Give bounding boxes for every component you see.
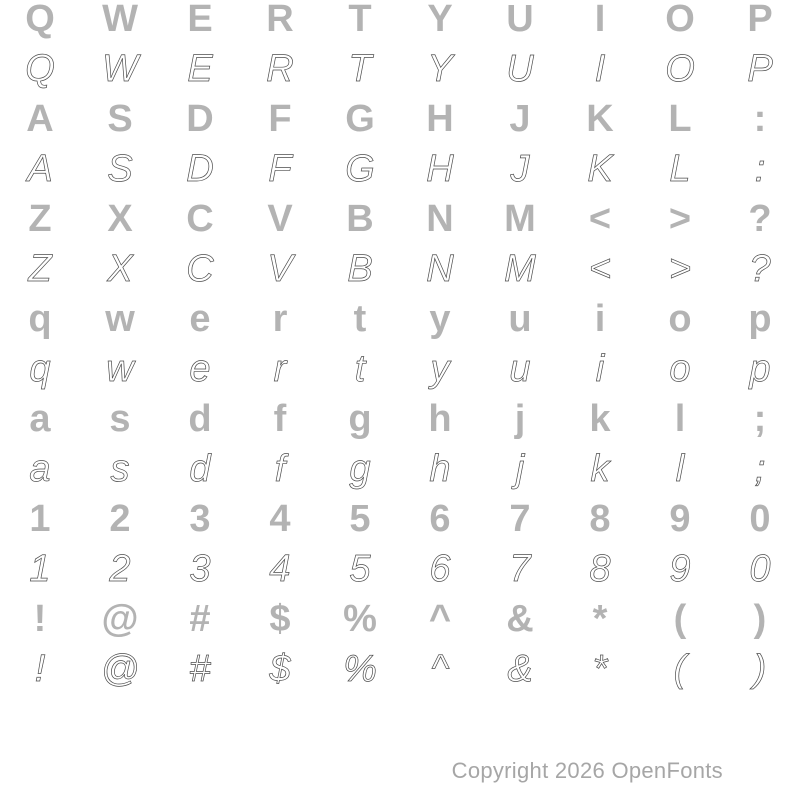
glyph-cell: y — [430, 348, 450, 390]
glyph-cell: 6 — [429, 498, 451, 540]
glyph-cell: # — [189, 598, 211, 640]
glyph-cell: Z — [28, 248, 52, 290]
specimen-row-8-thin-italic — [0, 344, 800, 394]
glyph-cell: 0 — [749, 548, 771, 590]
glyph-cell: & — [506, 598, 534, 640]
glyph-cell: i — [594, 298, 606, 340]
glyph-cell: g — [348, 398, 372, 440]
glyph-cell: u — [508, 298, 532, 340]
glyph-cell: < — [588, 198, 612, 240]
specimen-row-11-regular — [0, 494, 800, 544]
glyph-cell: R — [266, 48, 294, 90]
glyph-cell: 4 — [269, 498, 291, 540]
glyph-cell: L — [668, 98, 692, 140]
glyph-cell: ( — [673, 598, 687, 640]
specimen-row-5-regular — [0, 194, 800, 244]
glyph-cell: ! — [34, 648, 46, 690]
glyph-cell: w — [105, 298, 135, 340]
glyph-cell: H — [426, 98, 454, 140]
glyph-cell: < — [588, 248, 612, 290]
glyph-cell: R — [266, 0, 294, 40]
glyph-cell: t — [353, 298, 367, 340]
glyph-cell: V — [267, 248, 293, 290]
glyph-cell: 3 — [189, 548, 211, 590]
glyph-cell: a — [29, 398, 51, 440]
glyph-cell: @ — [100, 648, 140, 690]
glyph-cell: j — [515, 448, 525, 490]
glyph-cell: J — [509, 98, 531, 140]
glyph-cell: * — [592, 598, 608, 640]
glyph-cell: f — [274, 448, 286, 490]
glyph-cell: 2 — [109, 498, 131, 540]
glyph-cell: > — [668, 198, 692, 240]
glyph-cell: & — [507, 648, 533, 690]
glyph-cell: 8 — [589, 548, 611, 590]
glyph-cell: @ — [101, 598, 139, 640]
glyph-cell: D — [186, 98, 214, 140]
glyph-cell: 2 — [109, 548, 131, 590]
specimen-row-12-thin-italic — [0, 544, 800, 594]
glyph-cell: E — [187, 48, 213, 90]
glyph-cell: 1 — [29, 548, 51, 590]
glyph-cell: G — [345, 98, 375, 140]
glyph-cell: e — [189, 298, 211, 340]
glyph-cell: ? — [749, 248, 771, 290]
specimen-row-7-regular — [0, 294, 800, 344]
glyph-cell: I — [594, 48, 606, 90]
glyph-cell: * — [592, 648, 608, 690]
glyph-cell: 8 — [589, 498, 611, 540]
glyph-cell: ) — [753, 598, 767, 640]
glyph-cell: T — [348, 48, 372, 90]
glyph-cell: 7 — [509, 498, 531, 540]
glyph-cell: > — [668, 248, 692, 290]
glyph-cell: Y — [427, 48, 453, 90]
glyph-cell: M — [504, 198, 536, 240]
glyph-cell: u — [509, 348, 531, 390]
glyph-cell: h — [429, 448, 451, 490]
glyph-cell: O — [665, 48, 695, 90]
glyph-cell: l — [675, 448, 685, 490]
glyph-cell: 9 — [669, 548, 691, 590]
glyph-cell: P — [747, 0, 773, 40]
glyph-cell: o — [669, 348, 691, 390]
glyph-cell: K — [587, 148, 613, 190]
glyph-cell: X — [107, 248, 133, 290]
glyph-cell: $ — [269, 598, 291, 640]
glyph-cell: : — [753, 98, 767, 140]
glyph-cell: V — [267, 198, 293, 240]
glyph-cell: H — [426, 148, 454, 190]
glyph-cell: w — [106, 348, 134, 390]
glyph-cell: T — [348, 0, 372, 40]
glyph-cell: S — [107, 148, 133, 190]
glyph-cell: J — [510, 148, 530, 190]
glyph-cell: s — [109, 398, 131, 440]
glyph-cell: ? — [748, 198, 772, 240]
glyph-cell: e — [189, 348, 211, 390]
glyph-cell: N — [426, 198, 454, 240]
glyph-cell: ( — [673, 648, 687, 690]
glyph-cell: p — [749, 348, 771, 390]
glyph-cell: p — [748, 298, 772, 340]
glyph-cell: % — [343, 598, 377, 640]
glyph-cell: A — [27, 148, 53, 190]
glyph-cell: U — [506, 0, 534, 40]
glyph-cell: S — [107, 98, 133, 140]
glyph-cell: $ — [269, 648, 291, 690]
glyph-cell: d — [189, 448, 211, 490]
glyph-cell: : — [754, 148, 766, 190]
glyph-cell: ^ — [431, 648, 449, 690]
glyph-cell: i — [595, 348, 605, 390]
glyph-cell: F — [268, 98, 292, 140]
glyph-cell: W — [102, 0, 138, 40]
glyph-cell: A — [26, 98, 54, 140]
glyph-cell: 0 — [749, 498, 771, 540]
glyph-cell: q — [29, 348, 51, 390]
specimen-row-6-thin-italic — [0, 244, 800, 294]
specimen-row-3-regular — [0, 94, 800, 144]
glyph-cell: d — [188, 398, 212, 440]
specimen-row-14-thin-italic — [0, 644, 800, 694]
glyph-cell: K — [586, 98, 614, 140]
glyph-cell: 5 — [349, 548, 371, 590]
glyph-cell: Z — [28, 198, 52, 240]
glyph-cell: E — [187, 0, 213, 40]
glyph-cell: g — [349, 448, 371, 490]
glyph-cell: o — [668, 298, 692, 340]
glyph-cell: h — [428, 398, 452, 440]
glyph-cell: W — [102, 48, 138, 90]
specimen-row-13-regular — [0, 594, 800, 644]
glyph-cell: M — [504, 248, 536, 290]
glyph-cell: B — [347, 248, 373, 290]
glyph-cell: 9 — [669, 498, 691, 540]
specimen-row-2-thin-italic — [0, 44, 800, 94]
glyph-cell: L — [669, 148, 691, 190]
glyph-cell: f — [273, 398, 287, 440]
glyph-cell: 7 — [509, 548, 531, 590]
specimen-row-1-regular — [0, 0, 800, 44]
glyph-cell: C — [186, 248, 214, 290]
specimen-row-9-regular — [0, 394, 800, 444]
glyph-cell: q — [28, 298, 52, 340]
glyph-cell: B — [346, 198, 374, 240]
glyph-cell: r — [273, 348, 287, 390]
glyph-cell: N — [426, 248, 454, 290]
glyph-cell: Y — [427, 0, 453, 40]
glyph-cell: s — [110, 448, 130, 490]
glyph-cell: k — [589, 398, 611, 440]
glyph-cell: G — [345, 148, 375, 190]
glyph-cell: 3 — [189, 498, 211, 540]
glyph-cell: % — [343, 648, 377, 690]
glyph-cell: a — [29, 448, 51, 490]
glyph-cell: r — [272, 298, 288, 340]
glyph-cell: C — [186, 198, 214, 240]
specimen-row-10-thin-italic — [0, 444, 800, 494]
glyph-cell: # — [189, 648, 211, 690]
glyph-cell: y — [429, 298, 451, 340]
glyph-cell: l — [674, 398, 686, 440]
glyph-cell: 6 — [429, 548, 451, 590]
glyph-cell: j — [514, 398, 526, 440]
copyright-text: Copyright 2026 OpenFonts — [451, 758, 723, 783]
glyph-cell: F — [268, 148, 292, 190]
glyph-cell: 4 — [269, 548, 291, 590]
glyph-cell: ^ — [428, 598, 452, 640]
glyph-cell: k — [590, 448, 610, 490]
glyph-cell: O — [665, 0, 695, 40]
glyph-cell: Q — [25, 48, 55, 90]
glyph-cell: 1 — [29, 498, 51, 540]
glyph-cell: t — [354, 348, 366, 390]
glyph-cell: Q — [25, 0, 55, 40]
glyph-cell: ; — [754, 448, 766, 490]
glyph-cell: ; — [753, 398, 767, 440]
glyph-cell: ! — [33, 598, 47, 640]
glyph-cell: U — [506, 48, 534, 90]
glyph-cell: I — [594, 0, 606, 40]
glyph-cell: X — [107, 198, 133, 240]
glyph-cell: 5 — [349, 498, 371, 540]
specimen-row-4-thin-italic — [0, 144, 800, 194]
glyph-cell: ) — [753, 648, 767, 690]
glyph-cell: D — [186, 148, 214, 190]
glyph-cell: P — [747, 48, 773, 90]
